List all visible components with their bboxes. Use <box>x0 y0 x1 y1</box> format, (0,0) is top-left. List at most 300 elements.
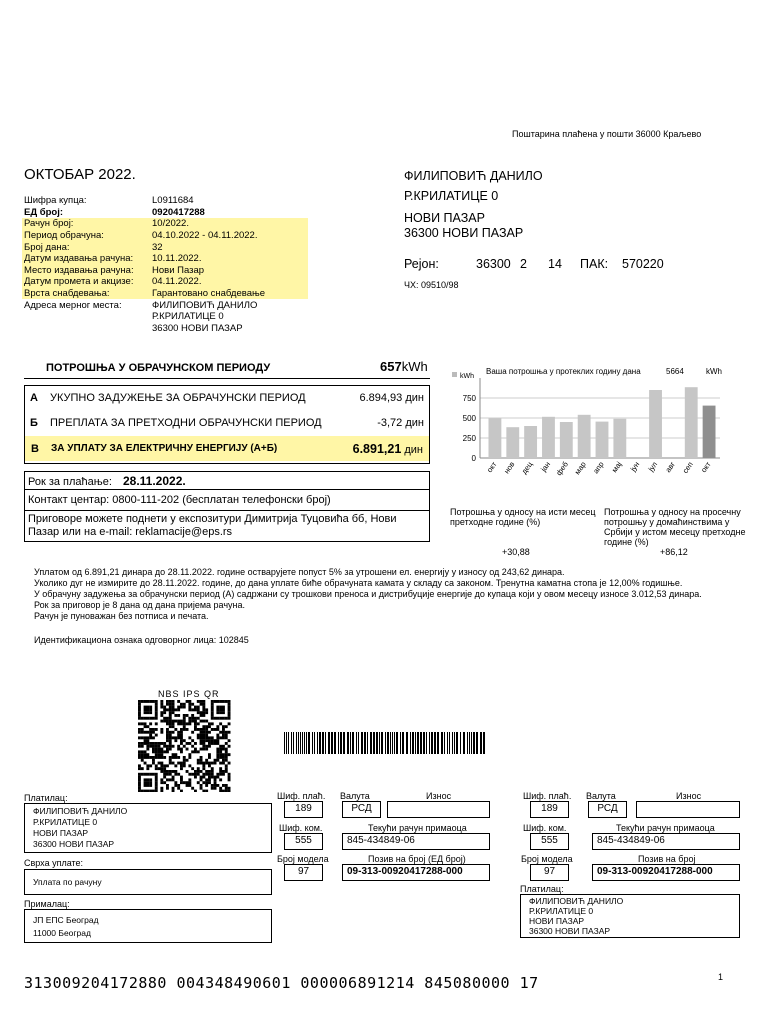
qr-module <box>149 745 152 748</box>
qr-module <box>160 742 163 745</box>
qr-module <box>163 708 166 711</box>
info-row <box>22 299 308 311</box>
qr-finder-module <box>155 773 158 776</box>
recipient-box <box>24 909 272 943</box>
customer-name: ФИЛИПОВИЋ ДАНИЛО <box>404 169 543 183</box>
barcode-bar <box>343 732 345 754</box>
qr-finder-module <box>141 773 144 776</box>
qr-module <box>222 756 225 759</box>
receipt-account-field[interactable]: 845-434849-06 <box>592 833 740 850</box>
qr-finder-module <box>138 711 141 714</box>
qr-module <box>141 722 144 725</box>
complaints-info: Приговоре можете поднети у експозитури Димитрија Туцовића бб, Нови Пазар или на e-mail: reklamacije@eps.rs <box>28 513 397 538</box>
qr-module <box>183 720 186 723</box>
qr-module <box>158 753 161 756</box>
info-row <box>22 288 308 300</box>
barcode-bar <box>467 732 468 754</box>
qr-finder-module <box>149 773 152 776</box>
qr-module <box>166 708 169 711</box>
qr-finder-module <box>211 700 214 703</box>
qr-module <box>166 750 169 753</box>
currency-field[interactable]: РСД <box>342 801 381 818</box>
qr-module <box>228 731 231 734</box>
model-label: Број модела <box>277 854 329 864</box>
qr-module <box>169 773 172 776</box>
qr-module <box>155 734 158 737</box>
qr-module <box>158 762 161 765</box>
qr-module <box>208 725 211 728</box>
qr-module <box>197 706 200 709</box>
charge-value: 6.891,21 дин <box>352 441 423 456</box>
qr-module <box>183 762 186 765</box>
charge-key: Б <box>30 417 38 429</box>
qr-module <box>172 756 175 759</box>
customer-city-block <box>404 211 523 241</box>
qr-module <box>141 756 144 759</box>
qr-module <box>188 708 191 711</box>
qr-module <box>225 736 228 739</box>
barcode-bar <box>480 732 482 754</box>
qr-module <box>197 708 200 711</box>
qr-module <box>191 767 194 770</box>
info-value: L0911684 <box>152 195 194 207</box>
barcode-bar <box>334 732 336 754</box>
qr-finder-module <box>138 790 141 792</box>
barcode-bar <box>302 732 303 754</box>
qr-module <box>166 722 169 725</box>
qr-finder-module <box>138 773 141 776</box>
qr-module <box>202 706 205 709</box>
qr-module <box>172 706 175 709</box>
com-field[interactable]: 555 <box>284 833 323 850</box>
receipt-model-field[interactable]: 97 <box>530 864 569 881</box>
qr-module <box>160 728 163 731</box>
qr-module <box>186 759 189 762</box>
account-field[interactable]: 845-434849-06 <box>342 833 490 850</box>
qr-module <box>172 778 175 781</box>
chart-bar <box>613 419 626 458</box>
info-row <box>22 311 308 323</box>
qr-module <box>180 736 183 739</box>
qr-module <box>194 790 197 792</box>
qr-module <box>191 773 194 776</box>
qr-module <box>149 742 152 745</box>
qr-module <box>225 753 228 756</box>
qr-module <box>205 739 208 742</box>
qr-module <box>177 731 180 734</box>
qr-module <box>172 787 175 790</box>
qr-module <box>169 714 172 717</box>
chart-bar <box>703 406 716 458</box>
receipt-code-field[interactable]: 189 <box>530 801 569 818</box>
qr-module <box>166 764 169 767</box>
qr-module <box>163 742 166 745</box>
qr-module <box>144 762 147 765</box>
qr-module <box>169 745 172 748</box>
barcode-bar <box>284 732 285 754</box>
qr-module <box>174 728 177 731</box>
notes-block <box>34 567 754 622</box>
qr-module <box>152 736 155 739</box>
qr-module <box>138 764 141 767</box>
qr-module <box>205 711 208 714</box>
qr-module <box>197 759 200 762</box>
amount-field[interactable] <box>387 801 490 818</box>
qr-module <box>163 711 166 714</box>
qr-module <box>172 720 175 723</box>
due-label: Рок за плаћање: <box>28 476 112 488</box>
qr-module <box>200 776 203 779</box>
qr-module <box>216 773 219 776</box>
qr-module <box>211 776 214 779</box>
region-label: Рејон: <box>404 257 439 271</box>
qr-finder-module <box>228 708 231 711</box>
qr-finder-module <box>155 787 158 790</box>
qr-finder-module <box>146 773 149 776</box>
barcode-bar <box>426 732 427 754</box>
qr-finder-module <box>146 711 149 714</box>
qr-module <box>219 736 222 739</box>
qr-module <box>194 720 197 723</box>
qr-module <box>174 753 177 756</box>
qr-module <box>202 762 205 765</box>
qr-module <box>222 728 225 731</box>
qr-module <box>183 739 186 742</box>
qr-finder-module <box>211 706 214 709</box>
qr-module <box>205 720 208 723</box>
barcode-bar <box>300 732 301 754</box>
qr-module <box>222 736 225 739</box>
qr-finder-module <box>138 784 141 787</box>
receipt-amount-field[interactable] <box>636 801 740 818</box>
qr-module <box>197 734 200 737</box>
qr-module <box>160 787 163 790</box>
qr-module <box>200 711 203 714</box>
qr-module <box>202 790 205 792</box>
qr-module <box>216 759 219 762</box>
info-label: Адреса мерног места: <box>24 299 122 311</box>
info-label: Датум издавања рачуна: <box>22 253 150 265</box>
qr-module <box>194 708 197 711</box>
qr-module <box>188 742 191 745</box>
qr-module <box>158 742 161 745</box>
qr-module <box>163 745 166 748</box>
qr-module <box>177 773 180 776</box>
info-row <box>22 230 308 242</box>
barcode-bar <box>286 732 287 754</box>
qr-module <box>194 770 197 773</box>
info-row <box>22 241 308 253</box>
qr-module <box>219 778 222 781</box>
qr-module <box>200 748 203 751</box>
info-label: Период обрачуна: <box>22 230 150 242</box>
qr-module <box>188 722 191 725</box>
qr-finder-module <box>228 714 231 717</box>
model-field[interactable]: 97 <box>284 864 323 881</box>
qr-module <box>166 748 169 751</box>
qr-module <box>188 700 191 703</box>
qr-module <box>160 748 163 751</box>
qr-module <box>169 778 172 781</box>
qr-module <box>146 753 149 756</box>
info-label: ЕД број: <box>24 206 64 218</box>
qr-module <box>225 742 228 745</box>
barcode-bar <box>431 732 433 754</box>
qr-module <box>211 762 214 765</box>
qr-module <box>225 790 228 792</box>
qr-finder-module <box>211 708 214 711</box>
qr-module <box>158 750 161 753</box>
qr-finder-module <box>141 717 144 720</box>
qr-module <box>205 725 208 728</box>
qr-module <box>214 739 217 742</box>
recipient-line: ЈП ЕПС Београд <box>33 915 99 925</box>
qr-module <box>163 776 166 779</box>
qr-module <box>205 773 208 776</box>
qr-module <box>183 759 186 762</box>
qr-module <box>191 750 194 753</box>
qr-module <box>166 720 169 723</box>
qr-module <box>205 759 208 762</box>
qr-module <box>177 706 180 709</box>
account-label: Текући рачун примаоца <box>368 823 467 833</box>
page-number: 1 <box>718 972 724 982</box>
qr-module <box>219 787 222 790</box>
qr-module <box>177 734 180 737</box>
info-value: Гарантовано снабдевање <box>150 288 308 300</box>
qr-module <box>191 717 194 720</box>
info-value: 0920417288 <box>152 206 205 218</box>
qr-module <box>222 734 225 737</box>
qr-finder-module <box>228 711 231 714</box>
qr-finder-module <box>152 773 155 776</box>
qr-finder-module <box>211 714 214 717</box>
qr-module <box>208 736 211 739</box>
barcode-bar <box>463 732 465 754</box>
qr-module <box>200 762 203 765</box>
qr-module <box>152 742 155 745</box>
qr-module <box>169 706 172 709</box>
qr-module <box>146 764 149 767</box>
qr-module <box>149 756 152 759</box>
qr-module <box>208 770 211 773</box>
qr-module <box>177 708 180 711</box>
qr-module <box>214 742 217 745</box>
qr-module <box>219 762 222 765</box>
amount-label: Износ <box>426 791 452 801</box>
qr-module <box>163 767 166 770</box>
qr-module <box>160 764 163 767</box>
receipt-currency-field[interactable]: РСД <box>588 801 627 818</box>
qr-module <box>163 773 166 776</box>
qr-finder-module <box>138 700 141 703</box>
qr-module <box>200 700 203 703</box>
qr-module <box>216 736 219 739</box>
barcode-bar <box>392 732 393 754</box>
qr-module <box>141 728 144 731</box>
consumption-value: 657 <box>380 359 402 374</box>
barcode-bar <box>325 732 326 754</box>
qr-module <box>172 762 175 765</box>
due-date-line <box>28 474 186 488</box>
qr-finder-module <box>155 790 158 792</box>
chart-xtick-label: авг <box>663 459 678 475</box>
qr-finder-module <box>144 706 147 709</box>
qr-module <box>160 731 163 734</box>
qr-module <box>211 773 214 776</box>
qr-module <box>191 745 194 748</box>
qr-finder-module <box>219 708 222 711</box>
qr-module <box>169 734 172 737</box>
qr-module <box>174 720 177 723</box>
recipient-line: 11000 Београд <box>33 928 91 938</box>
qr-module <box>222 725 225 728</box>
qr-finder-module <box>144 708 147 711</box>
qr-module <box>174 736 177 739</box>
note-line: Рачун је пуноважан без потписа и печата. <box>34 611 209 621</box>
qr-module <box>144 722 147 725</box>
reference-label: Позив на број (ЕД број) <box>368 854 466 864</box>
receipt-payer-label: Платилац: <box>520 884 564 894</box>
purpose-box[interactable] <box>24 869 272 895</box>
qr-module <box>202 734 205 737</box>
qr-module <box>174 756 177 759</box>
qr-module <box>214 776 217 779</box>
qr-module <box>183 714 186 717</box>
barcode-bar <box>429 732 430 754</box>
qr-module <box>200 720 203 723</box>
receipt-amount-label: Износ <box>676 791 702 801</box>
qr-module <box>172 753 175 756</box>
qr-finder-module <box>214 717 217 720</box>
qr-finder-module <box>149 700 152 703</box>
qr-finder-module <box>138 776 141 779</box>
qr-module <box>200 731 203 734</box>
info-value: ФИЛИПОВИЋ ДАНИЛО <box>152 299 258 311</box>
barcode-bar <box>471 732 472 754</box>
qr-module <box>194 773 197 776</box>
chart-ylabel: kWh <box>460 373 474 380</box>
qr-module <box>144 750 147 753</box>
barcode-bar <box>328 732 330 754</box>
qr-module <box>228 773 231 776</box>
qr-module <box>225 759 228 762</box>
reference-field[interactable]: 09-313-00920417288-000 <box>342 864 490 881</box>
qr-module <box>197 728 200 731</box>
qr-finder-module <box>141 790 144 792</box>
info-row <box>22 207 308 219</box>
barcode-bar <box>473 732 475 754</box>
qr-module <box>180 790 183 792</box>
qr-module <box>160 720 163 723</box>
qr-module <box>163 706 166 709</box>
qr-finder-module <box>149 706 152 709</box>
qr-module <box>169 700 172 703</box>
qr-finder-module <box>146 706 149 709</box>
qr-module <box>180 762 183 765</box>
qr-module <box>197 767 200 770</box>
qr-module <box>202 714 205 717</box>
qr-module <box>174 781 177 784</box>
qr-module <box>205 731 208 734</box>
barcode-bar <box>385 732 386 754</box>
qr-module <box>180 734 183 737</box>
qr-finder-module <box>146 784 149 787</box>
qr-finder-module <box>144 778 147 781</box>
qr-module <box>200 728 203 731</box>
payment-code-field[interactable]: 189 <box>284 801 323 818</box>
due-date: 28.11.2022. <box>122 474 186 488</box>
qr-module <box>155 756 158 759</box>
charge-value: 6.894,93 дин <box>359 392 424 404</box>
qr-module <box>202 748 205 751</box>
barcode-bar <box>402 732 404 754</box>
qr-module <box>228 778 231 781</box>
qr-module <box>197 711 200 714</box>
qr-module <box>138 731 141 734</box>
qr-finder-module <box>138 717 141 720</box>
qr-module <box>141 759 144 762</box>
qr-module <box>138 745 141 748</box>
qr-module <box>160 767 163 770</box>
qr-module <box>141 750 144 753</box>
chart-xtick-label: јун <box>628 459 642 473</box>
qr-module <box>205 748 208 751</box>
receipt-reference-field[interactable]: 09-313-00920417288-000 <box>592 864 740 881</box>
qr-module <box>183 717 186 720</box>
qr-module <box>197 762 200 765</box>
qr-module <box>205 770 208 773</box>
qr-module <box>200 736 203 739</box>
qr-finder-module <box>155 778 158 781</box>
qr-module <box>166 731 169 734</box>
qr-module <box>166 787 169 790</box>
qr-module <box>222 773 225 776</box>
qr-module <box>180 703 183 706</box>
barcode-bar <box>456 732 458 754</box>
qr-module <box>163 764 166 767</box>
chart-ytick-label: 0 <box>471 454 476 463</box>
qr-module <box>222 770 225 773</box>
chart-xtick-label: дец <box>519 459 535 476</box>
qr-module <box>169 759 172 762</box>
qr-module <box>141 767 144 770</box>
qr-finder-module <box>219 717 222 720</box>
qr-module <box>174 714 177 717</box>
barcode-bar <box>350 732 351 754</box>
barcode-bar <box>449 732 450 754</box>
barcode-bar <box>476 732 478 754</box>
receipt-com-label: Шиф. ком. <box>523 823 567 833</box>
receipt-com-field[interactable]: 555 <box>530 833 569 850</box>
qr-module <box>138 742 141 745</box>
qr-module <box>169 722 172 725</box>
qr-module <box>194 776 197 779</box>
qr-module <box>197 717 200 720</box>
region-value-2: 2 <box>520 257 527 271</box>
qr-module <box>152 759 155 762</box>
qr-module <box>188 736 191 739</box>
qr-module <box>180 748 183 751</box>
qr-module <box>183 728 186 731</box>
qr-module <box>191 703 194 706</box>
qr-module <box>172 708 175 711</box>
charge-text: ПРЕПЛАТА ЗА ПРЕТХОДНИ ОБРАЧУНСКИ ПЕРИОД <box>50 417 322 429</box>
barcode-bar <box>444 732 445 754</box>
qr-module <box>186 781 189 784</box>
qr-module <box>144 725 147 728</box>
qr-module <box>155 728 158 731</box>
